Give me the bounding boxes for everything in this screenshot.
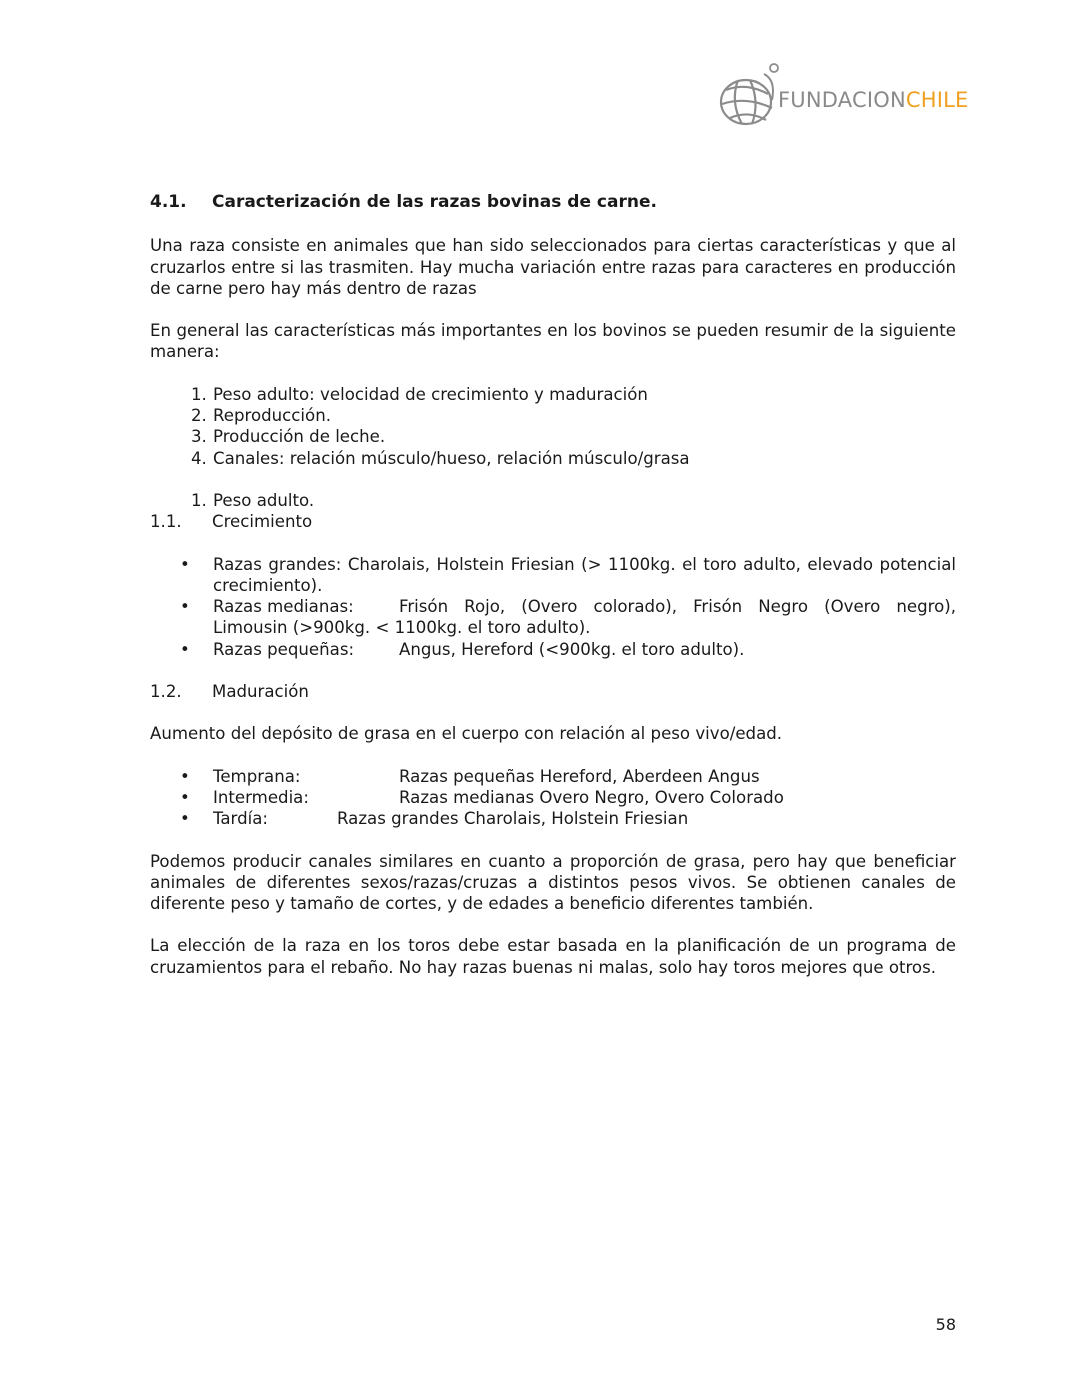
fundacion-chile-logo	[716, 60, 969, 132]
canales-paragraph: Podemos producir canales similares en cuanto a proporción de grasa, pero hay que beneficiar animales de diferentes sexos/razas/cruzas a distintos pesos vivos. Se obtienen canales de diferente peso y tamaño de cortes, y de edades a beneficio diferentes también.	[150, 851, 956, 914]
logo-wordmark	[778, 90, 968, 111]
maduracion-list	[150, 766, 956, 830]
list-item: 2. Reproducción.	[191, 406, 331, 426]
list-item: • Razas pequeñas: Angus, Hereford (<900kg. el toro adulto).	[150, 639, 956, 660]
list-item: • Intermedia: Razas medianas Overo Negro, Overo Colorado	[150, 787, 956, 808]
maduracion-description: Aumento del depósito de grasa en el cuerpo con relación al peso vivo/edad.	[150, 724, 783, 744]
intro-paragraph: Una raza consiste en animales que han sido seleccionados para ciertas características y que al cruzarlos entre si las trasmiten. Hay mucha variación entre razas para caracteres en producción de carne pero hay más dentro de razas	[150, 236, 956, 298]
list-item: • Temprana: Razas pequeñas Hereford, Aberdeen Angus	[150, 766, 956, 787]
eleccion-paragraph: La elección de la raza en los toros debe estar basada en la planificación de un programa de cruzamientos para el rebaño. No hay razas buenas ni malas, solo hay toros mejores que otros.	[150, 936, 956, 977]
subsection-crecimiento: 1.1. Crecimiento	[150, 512, 313, 532]
subsection-maduracion: 1.2. Maduración	[150, 682, 309, 702]
crecimiento-list	[150, 554, 956, 660]
section-heading	[150, 192, 956, 213]
logo-text-gray: FUNDACION	[778, 88, 906, 112]
document-body	[150, 192, 956, 978]
list-item: • Razas medianas: Frisón Rojo, (Overo colorado), Frisón Negro (Overo negro), Limousin (>900kg. < 1100kg. el toro adulto).	[150, 596, 956, 639]
globe-swirl-icon	[716, 60, 786, 132]
list-item: 4. Canales: relación músculo/hueso, relación músculo/grasa	[191, 448, 690, 468]
peso-adulto-list	[150, 490, 956, 511]
list-item: 3. Producción de leche.	[191, 427, 386, 447]
section-title: Caracterización de las razas bovinas de carne.	[212, 192, 657, 212]
list-item: • Tardía: Razas grandes Charolais, Holstein Friesian	[150, 808, 956, 829]
characteristics-list	[150, 384, 956, 469]
section-number: 4.1.	[150, 192, 187, 212]
logo-text-orange: CHILE	[905, 88, 969, 112]
summary-paragraph: En general las características más importantes en los bovinos se pueden resumir de la siguiente manera:	[150, 321, 956, 362]
list-item: 1. Peso adulto.	[191, 490, 315, 510]
list-item: • Razas grandes: Charolais, Holstein Friesian (> 1100kg. el toro adulto, elevado potencial crecimiento).	[150, 554, 956, 597]
page-number: 58	[935, 1315, 956, 1334]
list-item: 1. Peso adulto: velocidad de crecimiento y maduración	[191, 384, 648, 404]
